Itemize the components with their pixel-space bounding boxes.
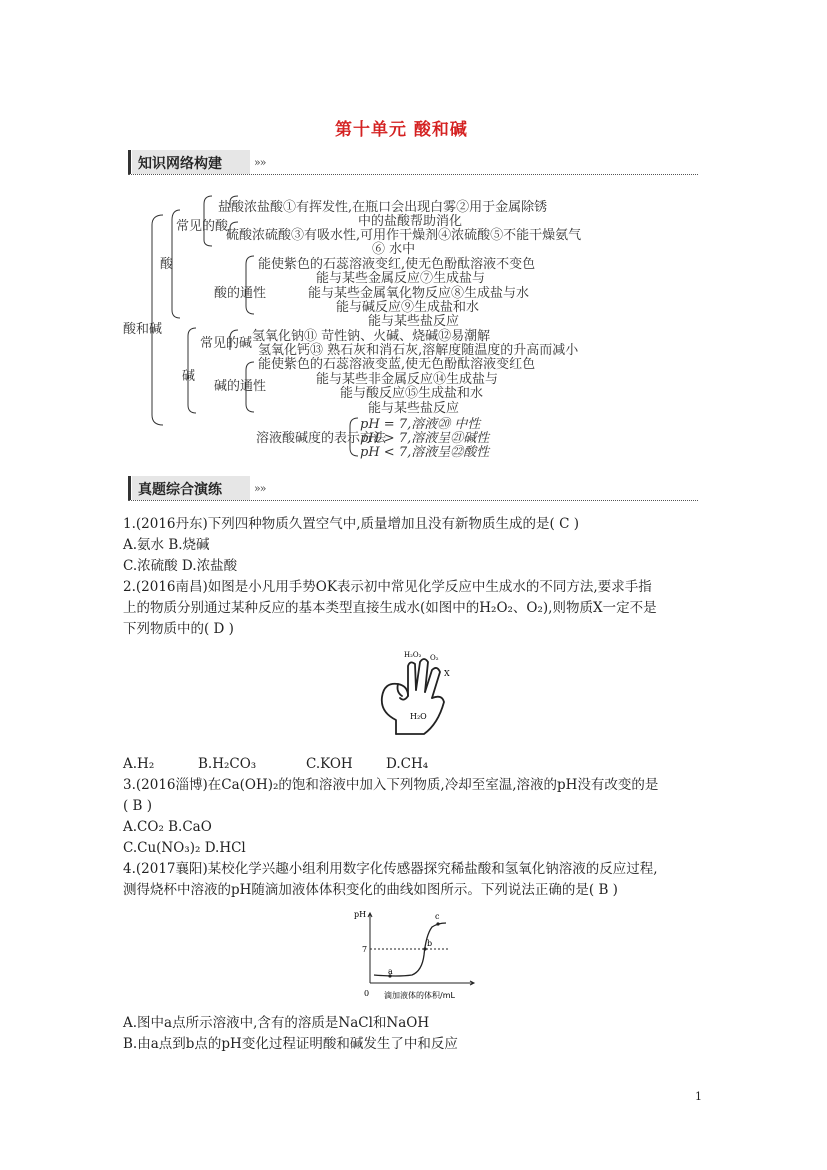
fig-h2o2-label: H₂O₂	[404, 651, 422, 659]
mindmap-ph-label: 溶液酸碱度的表示方法	[256, 431, 387, 446]
mindmap-common-acid: 常见的酸	[176, 219, 229, 234]
question-2-option-b: B.H₂CO₃	[198, 756, 257, 772]
mindmap-acid-p2: 能与某些金属反应⑦生成盐与	[316, 271, 486, 286]
mindmap-acid-p5: 能与某些盐反应	[368, 314, 460, 329]
mindmap-acid: 酸	[160, 257, 174, 272]
section-header-practice	[128, 476, 698, 502]
question-2-line-2: 上的物质分别通过某种反应的基本类型直接生成水(如图中的H₂O₂、O₂),则物质X一定不是	[123, 600, 657, 616]
mindmap-h2so4: 硫酸	[226, 228, 253, 243]
mindmap-base-p2: 能与某些非金属反应⑭生成盐与	[316, 372, 499, 387]
question-4-line-1: 4.(2017襄阳)某校化学兴趣小组利用数字化传感器探究稀盐酸和氢氧化钠溶液的反应过程,	[123, 861, 658, 877]
mindmap-base-p1: 能使紫色的石蕊溶液变蓝,使无色酚酞溶液变红色	[258, 357, 536, 372]
mindmap-acid-p3: 能与某些金属氧化物反应⑧生成盐与水	[308, 286, 530, 301]
ph-chart	[348, 905, 480, 1005]
question-2-line-1: 2.(2016南昌)如图是小凡用手势OK表示初中常见化学反应中生成水的不同方法,要求手指	[123, 579, 652, 595]
mindmap-ph2: pH > 7,溶液呈㉑碱性	[360, 431, 490, 446]
question-4-option-a: A.图中a点所示溶液中,含有的溶质是NaCl和NaOH	[123, 1015, 430, 1031]
mindmap-ph3: pH < 7,溶液呈㉒酸性	[360, 445, 490, 460]
mindmap-hcl-text: 浓盐酸①有挥发性,在瓶口会出现白雾②用于金属除锈	[244, 200, 548, 215]
question-1-options-cd: C.浓硫酸 D.浓盐酸	[123, 558, 238, 574]
mindmap-base: 碱	[182, 369, 196, 384]
question-3-line-2: ( B )	[123, 798, 153, 814]
mindmap-acid-prop: 酸的通性	[214, 286, 267, 301]
mindmap-hcl: 盐酸	[218, 200, 245, 215]
question-4-option-b: B.由a点到b点的pH变化过程证明酸和碱发生了中和反应	[123, 1036, 458, 1052]
mindmap-base-prop: 碱的通性	[214, 379, 267, 394]
mindmap-h2so4-text2: ⑥ 水中	[372, 242, 416, 257]
mindmap-base-p3: 能与酸反应⑮生成盐和水	[340, 386, 484, 401]
fig-h2o-label: H₂O	[410, 712, 427, 721]
question-2-line-3: 下列物质中的( D )	[123, 621, 234, 637]
question-3-options-ab: A.CO₂ B.CaO	[123, 819, 212, 835]
ok-hand-figure	[374, 642, 464, 747]
point-a-label: a	[388, 967, 393, 976]
question-1-options-ab: A.氨水 B.烧碱	[123, 537, 210, 553]
section-title: 真题综合演练	[138, 482, 222, 498]
question-4-line-2: 测得烧杯中溶液的pH随滴加液体体积变化的曲线如图所示。下列说法正确的是( B )	[123, 882, 618, 898]
mindmap-acid-p4: 能与碱反应⑨生成盐和水	[336, 300, 480, 315]
question-3-line-1: 3.(2016淄博)在Ca(OH)₂的饱和溶液中加入下列物质,冷却至室温,溶液的pH没有改变的是	[123, 777, 659, 793]
mindmap-h2so4-text: 浓硫酸③有吸水性,可用作干燥剂④浓硫酸⑤不能干燥氨气	[252, 228, 582, 243]
question-3-options-cd: C.Cu(NO₃)₂ D.HCl	[123, 840, 246, 856]
mindmap-naoh: 氢氧化钠⑪ 苛性钠、火碱、烧碱⑫易潮解	[252, 329, 491, 344]
mindmap-ph1: pH = 7,溶液⑳ 中性	[360, 417, 481, 432]
y-tick-7: 7	[362, 945, 368, 954]
point-c	[436, 922, 439, 925]
mindmap-root: 酸和碱	[123, 322, 163, 337]
question-1: 1.(2016丹东)下列四种物质久置空气中,质量增加且没有新物质生成的是( C )	[123, 516, 580, 532]
fig-x-label: X	[444, 669, 450, 678]
origin-label: 0	[364, 989, 370, 998]
page-title: 第十单元 酸和碱	[335, 120, 468, 140]
question-2-option-c: C.KOH	[306, 756, 353, 772]
mindmap-acid-p1: 能使紫色的石蕊溶液变红,使无色酚酞溶液不变色	[258, 257, 536, 272]
page-number: 1	[695, 1090, 702, 1103]
question-2-option-d: D.CH₄	[386, 756, 429, 772]
question-2-option-a: A.H₂	[123, 756, 155, 772]
mindmap-caoh: 氢氧化钙⑬ 熟石灰和消石灰,溶解度随温度的升高而减小	[258, 343, 579, 358]
section-title: 知识网络构建	[138, 156, 222, 172]
section-header-knowledge	[128, 150, 698, 176]
fig-o2-label: O₂	[430, 654, 439, 662]
mindmap-hcl-text2: 中的盐酸帮助消化	[358, 214, 463, 229]
y-axis-label: pH	[354, 910, 367, 919]
mindmap-base-p4: 能与某些盐反应	[368, 401, 460, 416]
x-axis-label: 滴加液体的体积/mL	[384, 991, 455, 1000]
mindmap-common-base: 常见的碱	[200, 336, 253, 351]
point-c-label: c	[435, 912, 440, 921]
section-arrow-icon: »»	[254, 156, 266, 169]
point-b-label: b	[427, 939, 433, 948]
section-arrow-icon: »»	[254, 482, 266, 495]
